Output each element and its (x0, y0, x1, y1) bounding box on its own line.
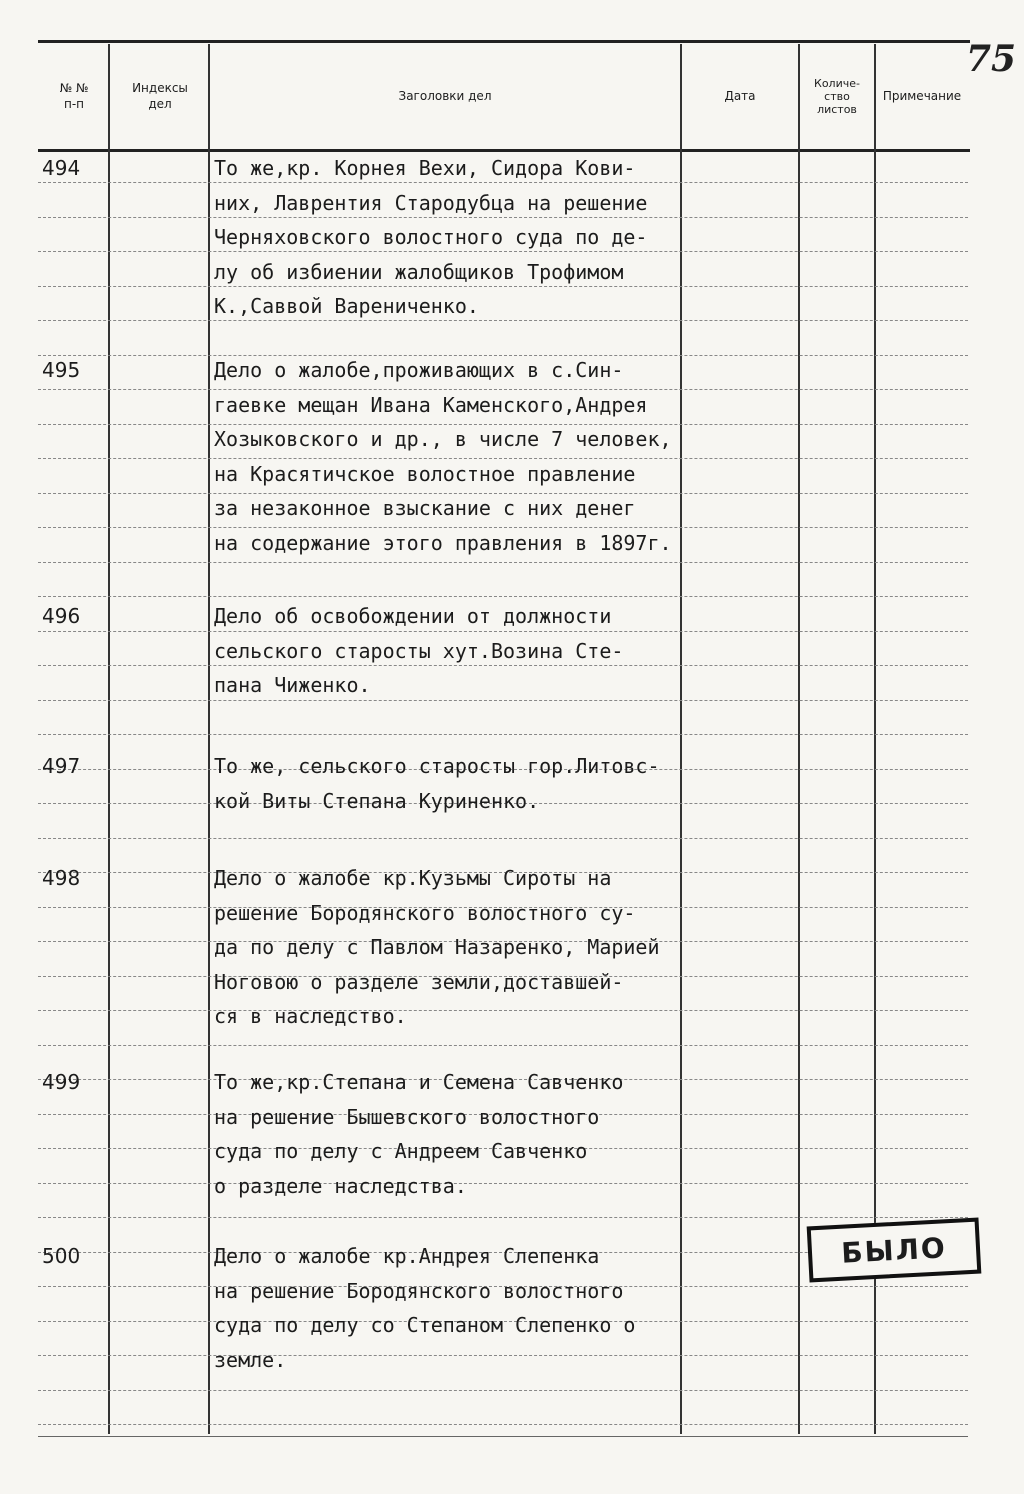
header-count-l3: листов (817, 102, 857, 116)
stamp: БЫЛО (807, 1218, 982, 1283)
header-number-sub: п-п (63, 97, 85, 111)
row-title-line: То же,кр. Корнея Вехи, Сидора Кови- (214, 156, 636, 180)
header-number-label: № № (59, 81, 89, 95)
ruling-line (38, 1045, 968, 1046)
ruling-line (38, 1390, 968, 1391)
column-divider (798, 44, 800, 1434)
row-title-line: лу об избиении жалобщиков Трофимом (214, 259, 624, 284)
row-title-line: То же,кр.Степана и Семена Савченко (214, 1070, 624, 1094)
header-count (800, 43, 874, 149)
ruling-line (38, 734, 968, 735)
row-title-line: кой Виты Степана Куриненко. (214, 788, 540, 813)
row-title-line: да по делу с Павлом Назаренко, Марией (214, 935, 660, 959)
row-number: 495 (42, 358, 81, 382)
header-date: Дата (724, 89, 756, 103)
row-title-line: них, Лаврентия Стародубца на решение (214, 190, 648, 215)
row-title-line: за незаконное взыскание с них денег (214, 496, 636, 520)
column-divider (680, 44, 682, 1434)
header-index-sub: дел (148, 97, 172, 111)
row-title-line: Дело об освобождении от должности (214, 604, 612, 628)
ruling-line (38, 493, 968, 494)
ruling-line (38, 217, 968, 218)
ruling-line (38, 527, 968, 528)
row-title-line: пана Чиженко. (214, 673, 371, 697)
row-title-line: решение Бородянского волостного су- (214, 900, 636, 925)
row-title-line: на Красятичское волостное правление (214, 461, 636, 486)
row-title-line: суда по делу со Степаном Слепенко о (214, 1313, 636, 1337)
row-number: 499 (42, 1070, 81, 1094)
row-title-line: Ноговою о разделе земли,доставшей- (214, 969, 624, 994)
row-title-line: сельского старосты хут.Возина Сте- (214, 638, 624, 663)
ruling-line (38, 1010, 968, 1011)
row-title-line: земле. (214, 1347, 287, 1372)
header-notes: Примечание (882, 89, 962, 103)
row-title-line: Дело о жалобе кр.Андрея Слепенка (214, 1244, 600, 1268)
ruling-line (38, 355, 968, 356)
ruling-line (38, 424, 968, 425)
header-count-l2: ство (824, 89, 850, 103)
ruling-line (38, 700, 968, 701)
ruling-line (38, 631, 968, 632)
header-count-l1: Количе- (814, 76, 860, 90)
row-title-line: К.,Саввой Варениченко. (214, 294, 479, 318)
column-divider (208, 44, 210, 1434)
bottom-rule (38, 1436, 968, 1437)
ruling-line (38, 182, 968, 183)
row-title-line: на решение Бышевского волостного (214, 1104, 600, 1129)
ruling-line (38, 562, 968, 563)
ruling-line (38, 596, 968, 597)
ruling-line (38, 665, 968, 666)
ruling-line (38, 838, 968, 839)
header-number (38, 43, 110, 149)
row-number: 494 (42, 156, 81, 180)
ruling-line (38, 1424, 968, 1425)
ruling-line (38, 458, 968, 459)
ruling-line (38, 320, 968, 321)
header-titles: Заголовки дел (398, 89, 492, 103)
page-number-mark: 75 (966, 38, 1017, 80)
row-title-line: Дело о жалобе кр.Кузьмы Сироты на (214, 866, 612, 890)
ruling-line (38, 286, 968, 287)
row-title-line: Хозыковского и др., в числе 7 человек, (214, 427, 672, 451)
row-number: 497 (42, 754, 81, 778)
row-number: 496 (42, 604, 81, 628)
ruling-line (38, 1355, 968, 1356)
row-title-line: Черняховского волостного суда по де- (214, 225, 648, 249)
row-title-line: ся в наследство. (214, 1004, 407, 1028)
row-title-line: о разделе наследства. (214, 1173, 467, 1198)
row-title-line: на содержание этого правления в 1897г. (214, 530, 672, 555)
table-header (38, 40, 970, 152)
ruling-line (38, 389, 968, 390)
row-number: 498 (42, 866, 81, 890)
ruling-line (38, 1183, 968, 1184)
row-title-line: гаевке мещан Ивана Каменского,Андрея (214, 392, 648, 417)
row-title-line: суда по делу с Андреем Савченко (214, 1139, 588, 1163)
ruling-line (38, 251, 968, 252)
ruling-line (38, 1217, 968, 1218)
row-title-line: То же, сельского старосты гор.Литовс- (214, 754, 660, 778)
row-title-line: Дело о жалобе,проживающих в с.Син- (214, 358, 624, 382)
column-divider (108, 44, 110, 1434)
row-title-line: на решение Бородянского волостного (214, 1278, 624, 1303)
header-index (110, 43, 210, 149)
header-index-label: Индексы (132, 81, 188, 95)
row-number: 500 (42, 1244, 81, 1268)
